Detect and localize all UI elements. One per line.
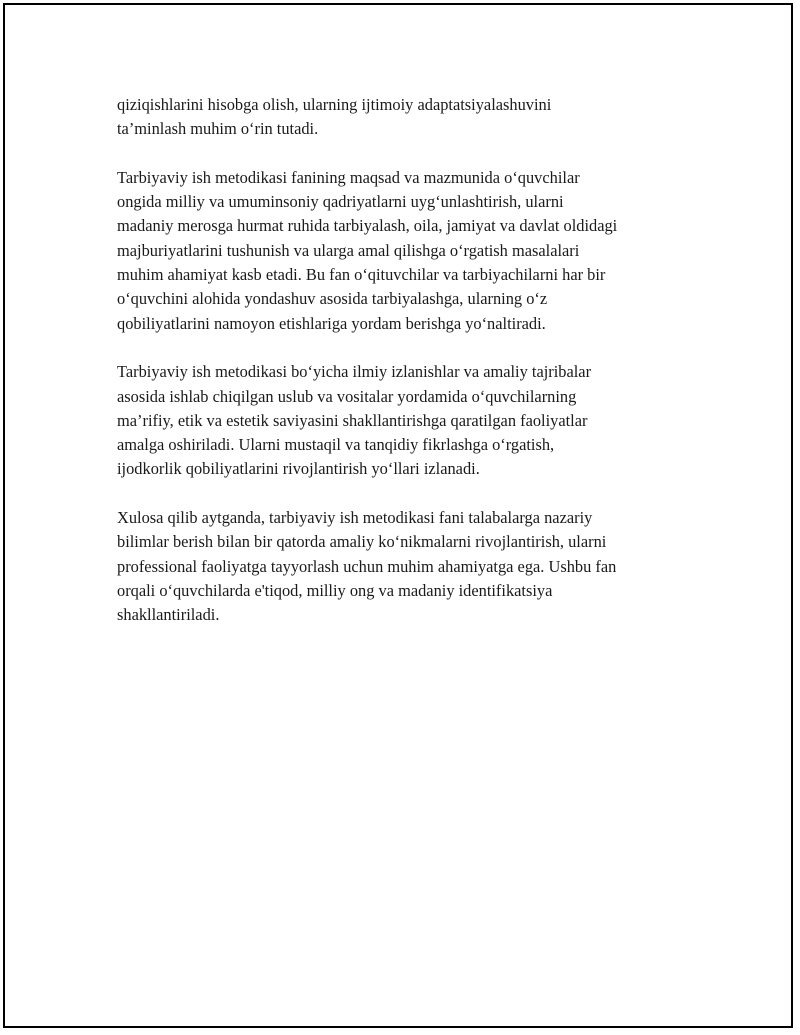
text-line: ijodkorlik qobiliyatlarini rivojlantirish yo‘llari izlanadi. (117, 459, 480, 479)
text-line: professional faoliyatga tayyorlash uchun muhim ahamiyatga ega. Ushbu fan (117, 556, 617, 576)
text-line: qobiliyatlarini namoyon etishlariga yordam berishga yo‘naltiradi. (117, 313, 546, 333)
text-line: Tarbiyaviy ish metodikasi bo‘yicha ilmiy izlanishlar va amaliy tajribalar (117, 362, 592, 382)
text-line: madaniy merosga hurmat ruhida tarbiyalash, oila, jamiyat va davlat oldidagi (117, 216, 618, 236)
text-line: orqali o‘quvchilarda e'tiqod, milliy ong va madaniy identifikatsiya (117, 580, 553, 600)
text-line: ma’rifiy, etik va estetik saviyasini shakllantirishga qaratilgan faoliyatlar (117, 410, 588, 430)
text-line: asosida ishlab chiqilgan uslub va vositalar yordamida o‘quvchilarning (117, 386, 577, 406)
text-line: amalga oshiriladi. Ularni mustaqil va tanqidiy fikrlashga o‘rgatish, (117, 435, 555, 455)
text-line: majburiyatlarini tushunish va ularga amal qilishga o‘rgatish masalalari (117, 240, 580, 260)
text-line: Tarbiyaviy ish metodikasi fanining maqsad va mazmunida o‘quvchilar (117, 167, 580, 187)
text-line: qiziqishlarini hisobga olish, ularning ijtimoiy adaptatsiyalashuvini (117, 95, 552, 114)
paragraph-1 (117, 93, 697, 142)
text-line: o‘quvchini alohida yondashuv asosida tarbiyalashga, ularning o‘z (117, 289, 548, 309)
text-line: ongida milliy va umuminsoniy qadriyatlarni uyg‘unlashtirish, ularni (117, 192, 564, 212)
document-body (117, 93, 697, 652)
text-line: muhim ahamiyat kasb etadi. Bu fan o‘qituvchilar va tarbiyachilarni har bir (117, 265, 606, 285)
paragraph-2 (117, 166, 697, 336)
text-line: shakllantiriladi. (117, 605, 220, 625)
text-line: ta’minlash muhim o‘rin tutadi. (117, 119, 319, 139)
paragraph-4 (117, 506, 697, 627)
text-line: Xulosa qilib aytganda, tarbiyaviy ish metodikasi fani talabalarga nazariy (117, 508, 593, 528)
paragraph-3 (117, 360, 697, 481)
text-line: bilimlar berish bilan bir qatorda amaliy ko‘nikmalarni rivojlantirish, ularni (117, 532, 607, 552)
